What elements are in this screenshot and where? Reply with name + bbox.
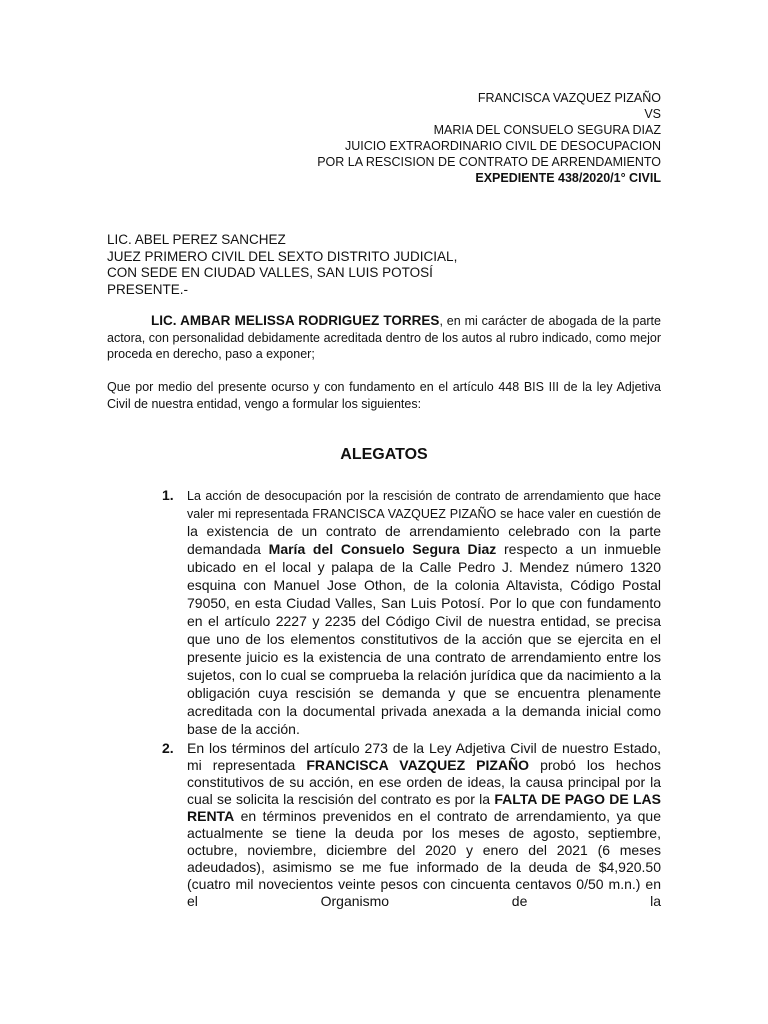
defendant-bold: María del Consuelo Segura Diaz bbox=[268, 541, 497, 557]
defendant-name: MARIA DEL CONSUELO SEGURA DIAZ bbox=[433, 123, 661, 137]
list-item bbox=[160, 487, 661, 739]
item-text-final: en términos prevenidos en el contrato de arrendamiento, ya que actualmente se tiene la deuda por los meses de agosto, septiembre, octubre, noviembre, diciembre del 2020 y enero del 2021 (6 meses adeudados), asimismo se me fue informado de la deuda de $4,920.50 (cuatro mil novecientos veinte pesos con cincuenta centavos 0/50 m.n.) en el Organismo de la bbox=[187, 808, 661, 909]
trial-subject: POR LA RESCISION DE CONTRATO DE ARRENDAMIENTO bbox=[317, 155, 661, 169]
judge-name: LIC. ABEL PEREZ SANCHEZ bbox=[107, 232, 286, 247]
allegations-list bbox=[160, 487, 661, 910]
plaintiff-bold: FRANCISCA VAZQUEZ PIZAÑO bbox=[306, 757, 530, 773]
item-text-small: La acción de desocupación por la rescisión de contrato de arrendamiento que hace valer mi representada FRANCISCA VAZQUEZ PIZAÑO se hace valer en cuestión de bbox=[187, 489, 661, 521]
plaintiff-name: FRANCISCA VAZQUEZ PIZAÑO bbox=[477, 91, 661, 105]
versus-label: VS bbox=[644, 107, 661, 121]
item-number: 1. bbox=[162, 487, 174, 503]
court-name: JUEZ PRIMERO CIVIL DEL SEXTO DISTRITO JUDICIAL, bbox=[107, 248, 458, 264]
presente-line: PRESENTE.- bbox=[107, 281, 189, 297]
trial-type: JUICIO EXTRAORDINARIO CIVIL DE DESOCUPACION bbox=[344, 139, 661, 153]
court-location: CON SEDE EN CIUDAD VALLES, SAN LUIS POTOSÍ bbox=[107, 265, 433, 280]
item-number: 2. bbox=[162, 740, 174, 756]
addressee-block bbox=[107, 232, 667, 298]
case-caption bbox=[141, 90, 661, 186]
section-heading: ALEGATOS bbox=[340, 446, 428, 463]
item-text-continued: respecto a un inmueble ubicado en el local y palapa de la Calle Pedro J. Mendez número 1320 esquina con Manuel Jose Othon, de la colonia Altavista, Código Postal 79050, en esta Ciudad Valles, San Luis Potosí. Por lo que con fundamento en el artículo 2227 y 2235 del Código Civil de nuestra entidad, se precisa que uno de los elementos constitutivos de la acción que se ejercita en el presente juicio es la existencia de una contrato de arrendamiento entre los sujetos, con lo cual se comprueba la relación jurídica que da nacimiento a la obligación cuya rescisión se demanda y que se encuentra plenamente acreditada con la documental privada anexada a la demanda inicial como base de la acción. bbox=[187, 541, 661, 737]
list-item bbox=[160, 740, 661, 910]
attorney-name: LIC. AMBAR MELISSA RODRIGUEZ TORRES bbox=[151, 313, 440, 328]
item-text: la existencia de un contrato de arrendamiento celebrado con la parte demandada bbox=[187, 523, 661, 557]
item-text-continued: probó los hechos constitutivos de su acción, en ese orden de ideas, la causa principal por la cual se solicita la rescisión del contrato es por la bbox=[187, 757, 661, 807]
intro-text: , en mi carácter de abogada de la parte actora, con personalidad debidamente acreditada dentro de los autos al rubro indicado, como mejor proceda en derecho, paso a exponer; bbox=[107, 314, 661, 361]
case-file-number: EXPEDIENTE 438/2020/1° CIVIL bbox=[475, 171, 661, 185]
intro-paragraph bbox=[107, 313, 661, 363]
nonpayment-bold: FALTA DE PAGO DE LAS RENTA bbox=[187, 791, 661, 824]
item-text: En los términos del artículo 273 de la Ley Adjetiva Civil de nuestro Estado, mi representada bbox=[187, 740, 661, 773]
basis-paragraph: Que por medio del presente ocurso y con fundamento en el artículo 448 BIS III de la ley Adjetiva Civil de nuestra entidad, vengo a formular los siguientes: bbox=[107, 380, 661, 411]
